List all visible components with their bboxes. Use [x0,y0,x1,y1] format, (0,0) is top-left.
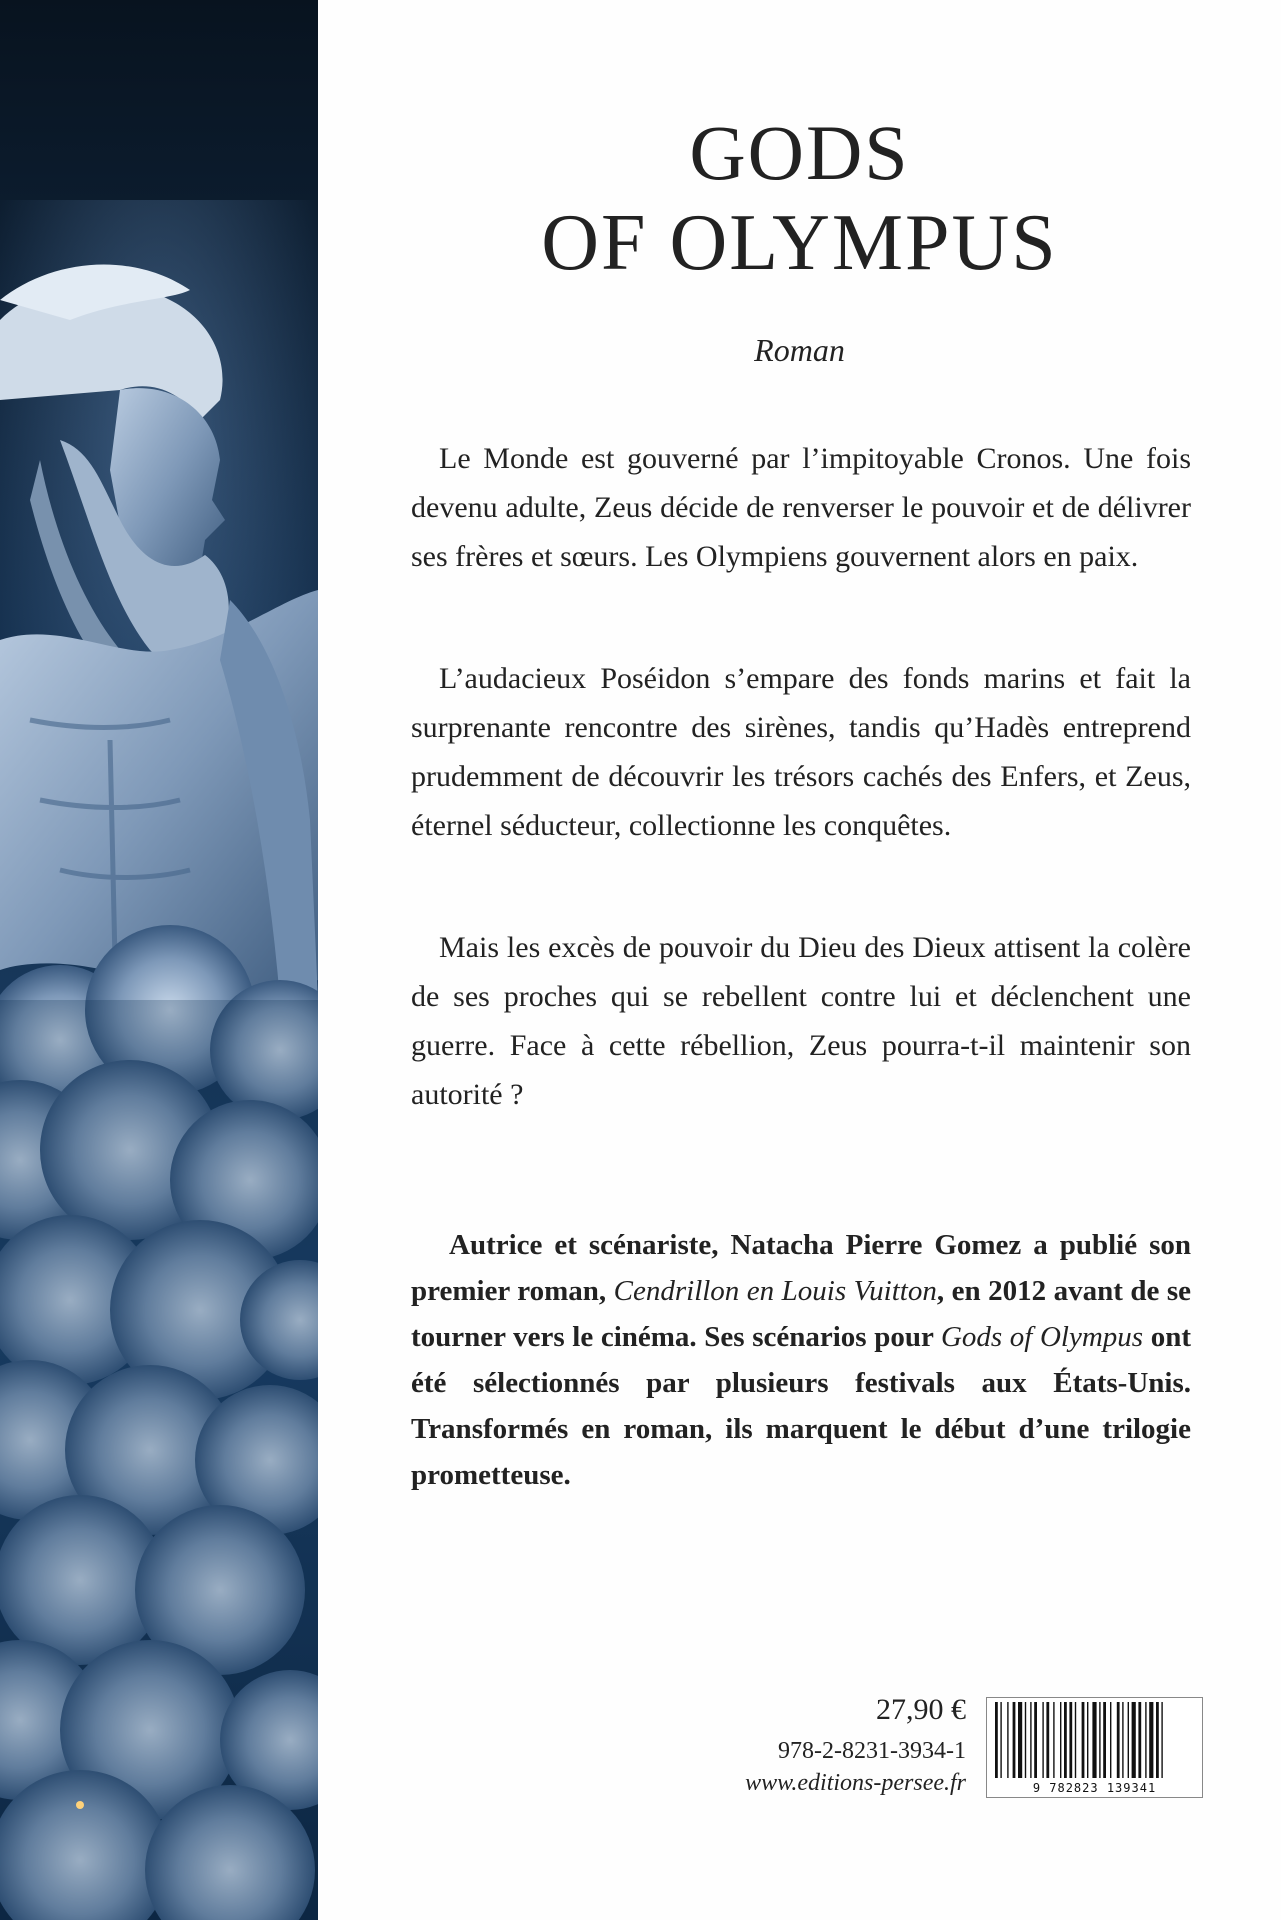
script-title: Gods of Olympus [940,1321,1144,1353]
barcode-bar [1082,1702,1085,1778]
barcode-bar [1034,1702,1037,1778]
barcode-bar [1018,1702,1022,1778]
barcode-bar [1053,1702,1054,1778]
barcode-bar [1149,1702,1153,1778]
barcode-bar [1025,1702,1026,1778]
barcode-bar [1132,1702,1136,1778]
barcode-bar [1007,1702,1008,1778]
blurb-paragraph-2: L’audacieux Poséidon s’empare des fonds marins et fait la surprenante rencontre des sirènes, tandis qu’Hadès entreprend prudemment de découvrir les trésors cachés des Enfers, et Zeus, éternel séducteur, collectionne les conquêtes. [411,662,1191,842]
barcode-bar [1156,1702,1159,1778]
zeus-statue-illustration [0,0,318,1920]
barcode-bar [1145,1702,1146,1778]
barcode-bar [1099,1702,1100,1778]
blurb-paragraph-3: Mais les excès de pouvoir du Dieu des Dieux attisent la colère de ses proches qui se rebellent contre lui et déclenchent une guerre. Face à cette rébellion, Zeus pourra-t-il maintenir son autorité ? [411,931,1191,1111]
back-cover-text-panel [318,0,1281,1920]
barcode-bar [1110,1702,1111,1778]
book-title-line2: OF OLYMPUS [541,199,1058,287]
price: 27,90 € [876,1693,966,1726]
barcode-bar [1075,1702,1076,1778]
author-bio [411,1222,1191,1498]
barcode-digits: 9 782823 139341 [1032,1781,1157,1795]
barcode-bar [1013,1702,1016,1778]
book-title-line1: GODS [689,109,910,196]
barcode-bar [1087,1702,1088,1778]
author-bio-text-1: Autrice et scénariste, Natacha Pierre Gomez a publié son premier roman, [411,1229,1191,1307]
barcode-bar [1046,1702,1049,1778]
barcode-bar [1161,1702,1162,1778]
publisher-website: www.editions-persee.fr [745,1770,966,1796]
author-bio-text-3: ont été sélectionnés par plusieurs festivals aux États-Unis. Transformés en roman, ils marquent le début d’une trilogie prometteuse. [411,1321,1191,1491]
isbn: 978-2-8231-3934-1 [778,1738,966,1764]
barcode-bar [1030,1702,1031,1778]
author-bio-text-2: , en 2012 avant de se tourner vers le cinéma. Ses scénarios pour [411,1275,1191,1353]
barcode-bar [1138,1702,1141,1778]
barcode-bar [1064,1702,1067,1778]
barcode-bar [1092,1702,1096,1778]
barcode-bars [987,1698,1202,1780]
barcode-bar [1069,1702,1072,1778]
barcode-bar [1060,1702,1061,1778]
barcode-bar [995,1702,998,1778]
barcode-bar [1122,1702,1123,1778]
barcode-bar [1000,1702,1001,1778]
barcode-bar [1117,1702,1120,1778]
book-genre: Roman [754,332,845,368]
barcode-bar [1103,1702,1106,1778]
barcode-bar [1128,1702,1129,1778]
barcode-bar [1042,1702,1043,1778]
novel-title: Cendrillon en Louis Vuitton [613,1275,937,1307]
isbn-barcode [986,1697,1203,1798]
blurb-paragraph-1: Le Monde est gouverné par l’impitoyable Cronos. Une fois devenu adulte, Zeus décide de renverser le pouvoir et de délivrer ses frères et sœurs. Les Olympiens gouvernent alors en paix. [411,442,1191,573]
